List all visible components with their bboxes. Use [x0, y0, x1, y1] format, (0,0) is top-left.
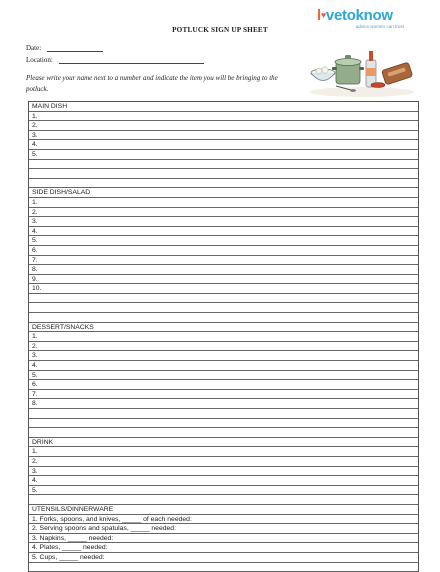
signup-row[interactable]: 8.	[29, 399, 418, 409]
location-field[interactable]	[26, 56, 204, 64]
section-header: MAIN DISH	[29, 102, 418, 112]
signup-row[interactable]: 1.	[29, 112, 418, 122]
signup-row[interactable]: 5.	[29, 150, 418, 160]
blank-row[interactable]	[29, 303, 418, 313]
date-field[interactable]	[26, 44, 103, 52]
signup-row[interactable]: 4.	[29, 361, 418, 371]
signup-row[interactable]: 7.	[29, 390, 418, 400]
date-line[interactable]	[47, 44, 103, 52]
blank-row[interactable]	[29, 419, 418, 429]
logo-text-part2: vetoknow	[326, 7, 393, 24]
signup-row[interactable]: 3.	[29, 351, 418, 361]
blank-row[interactable]	[29, 160, 418, 170]
logo-tagline: advice women can trust	[317, 24, 409, 29]
section-header: UTENSILS/DINNERWARE	[29, 505, 418, 515]
signup-row[interactable]: 6.	[29, 246, 418, 256]
signup-row[interactable]: 8.	[29, 265, 418, 275]
blank-row[interactable]	[29, 294, 418, 304]
signup-row[interactable]: 1.	[29, 198, 418, 208]
blank-row[interactable]	[29, 179, 418, 189]
signup-row[interactable]: 10.	[29, 284, 418, 294]
blank-row[interactable]	[29, 169, 418, 179]
signup-table	[28, 101, 419, 572]
signup-row[interactable]: 2. Serving spoons and spatulas, _____ needed:	[29, 524, 418, 534]
signup-row[interactable]: 5.	[29, 236, 418, 246]
signup-row[interactable]: 5.	[29, 486, 418, 496]
signup-row[interactable]: 4. Plates, _____ needed:	[29, 543, 418, 553]
logo-text-part1: l	[317, 7, 321, 24]
location-line[interactable]	[59, 56, 204, 64]
page-title: POTLUCK SIGN UP SHEET	[0, 26, 440, 34]
blank-row[interactable]	[29, 495, 418, 505]
potluck-food-illustration-icon	[306, 46, 414, 98]
signup-row[interactable]: 1. Forks, spoons, and knives, _____ of each needed:	[29, 515, 418, 525]
logo-wordmark	[317, 8, 409, 23]
blank-row[interactable]	[29, 563, 418, 572]
section-header: SIDE DISH/SALAD	[29, 188, 418, 198]
signup-row[interactable]: 2.	[29, 208, 418, 218]
blank-row[interactable]	[29, 409, 418, 419]
signup-row[interactable]: 1.	[29, 447, 418, 457]
signup-row[interactable]: 4.	[29, 140, 418, 150]
location-label: Location:	[26, 56, 53, 64]
date-label: Date:	[26, 44, 41, 52]
signup-row[interactable]: 3.	[29, 467, 418, 477]
signup-row[interactable]: 2.	[29, 121, 418, 131]
signup-row[interactable]: 1.	[29, 332, 418, 342]
signup-row[interactable]: 5. Cups, _____ needed:	[29, 553, 418, 563]
section-header: DESSERT/SNACKS	[29, 323, 418, 333]
blank-row[interactable]	[29, 428, 418, 438]
signup-row[interactable]: 4.	[29, 476, 418, 486]
instructions-text: Please write your name next to a number and indicate the item you will be bringing to the potluck.	[26, 73, 281, 95]
signup-row[interactable]: 7.	[29, 256, 418, 266]
signup-row[interactable]: 9.	[29, 275, 418, 285]
signup-row[interactable]: 6.	[29, 380, 418, 390]
blank-row[interactable]	[29, 313, 418, 323]
signup-row[interactable]: 3. Napkins, _____ needed:	[29, 534, 418, 544]
signup-row[interactable]: 2.	[29, 342, 418, 352]
signup-row[interactable]: 3.	[29, 131, 418, 141]
signup-row[interactable]: 2.	[29, 457, 418, 467]
signup-row[interactable]: 4.	[29, 227, 418, 237]
heart-icon: ♥	[321, 10, 326, 20]
section-header: DRINK	[29, 438, 418, 448]
signup-row[interactable]: 3.	[29, 217, 418, 227]
signup-row[interactable]: 5.	[29, 371, 418, 381]
